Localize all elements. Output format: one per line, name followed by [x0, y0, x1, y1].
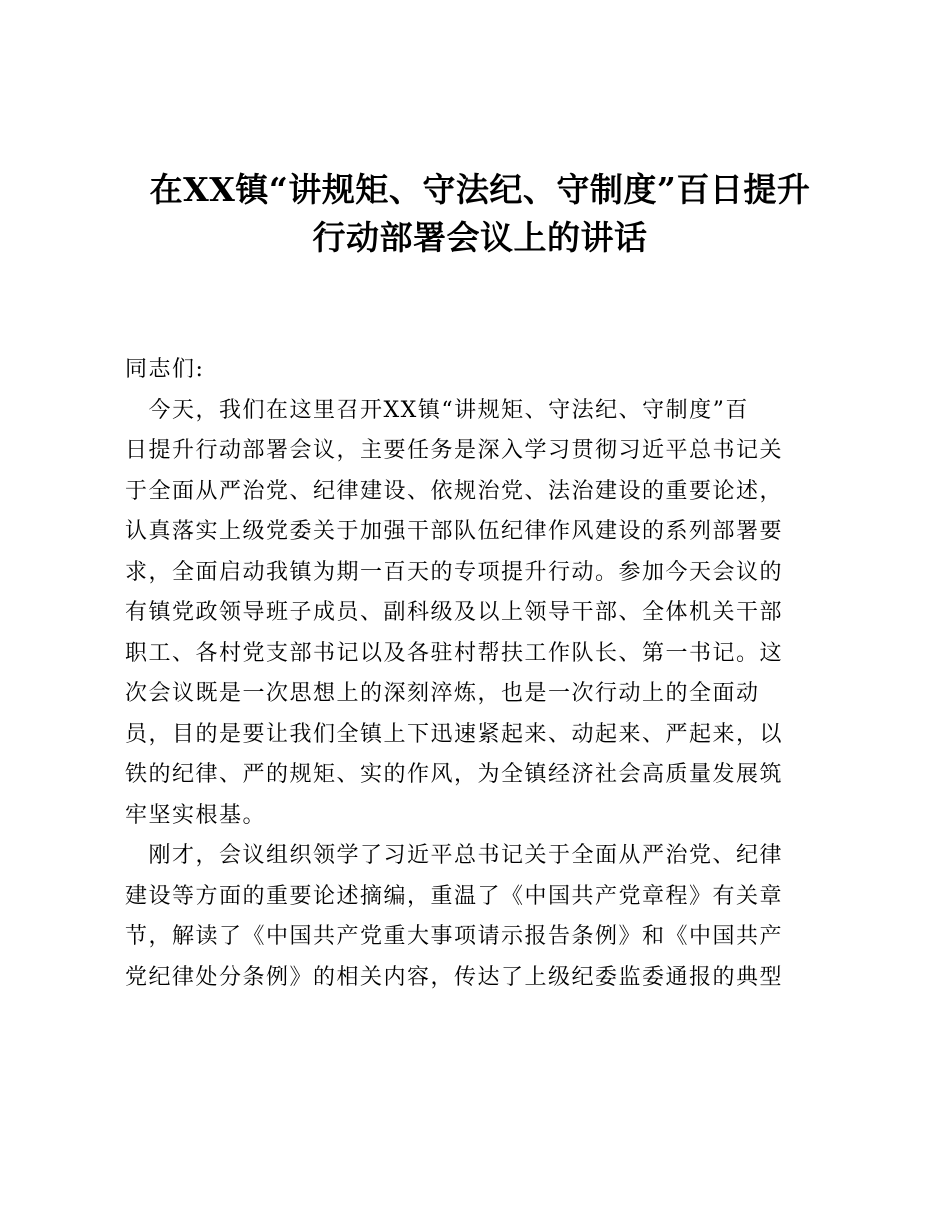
body-line: 员，目的是要让我们全镇上下迅速紧起来、动起来、严起来，以	[125, 721, 784, 747]
body-line: 认真落实上级党委关于加强干部队伍纪律作风建设的系列部署要	[125, 519, 784, 544]
body-line: 求，全面启动我镇为期一百天的专项提升行动。参加今天会议的	[125, 559, 784, 585]
greeting: 同志们:	[125, 357, 205, 382]
document-title	[100, 166, 860, 262]
title-line-2: 行动部署会议上的讲话	[312, 218, 648, 257]
body-line: 有镇党政领导班子成员、副科级及以上领导干部、全体机关干部	[125, 600, 784, 625]
body-line: 次会议既是一次思想上的深刻淬炼，也是一次行动上的全面动	[125, 681, 760, 706]
body-line: 今天，我们在这里召开XX镇“讲规矩、守法纪、守制度”百	[125, 397, 749, 423]
document-body	[125, 350, 827, 998]
body-line: 于全面从严治党、纪律建设、依规治党、法治建设的重要论述，	[125, 478, 784, 504]
body-line: 日提升行动部署会议，主要任务是深入学习贯彻习近平总书记关	[125, 438, 784, 463]
title-line-1: 在XX镇“讲规矩、守法纪、守制度”百日提升	[149, 170, 811, 209]
body-line: 牢坚实根基。	[125, 802, 267, 828]
body-line: 建设等方面的重要论述摘编，重温了《中国共产党章程》有关章	[125, 883, 784, 909]
body-line: 党纪律处分条例》的相关内容，传达了上级纪委监委通报的典型	[125, 964, 784, 990]
body-line: 职工、各村党支部书记以及各驻村帮扶工作队长、第一书记。这	[125, 640, 784, 666]
body-line: 刚才，会议组织领学了习近平总书记关于全面从严治党、纪律	[125, 843, 784, 868]
body-line: 铁的纪律、严的规矩、实的作风，为全镇经济社会高质量发展筑	[125, 762, 784, 787]
body-line: 节，解读了《中国共产党重大事项请示报告条例》和《中国共产	[125, 924, 784, 949]
